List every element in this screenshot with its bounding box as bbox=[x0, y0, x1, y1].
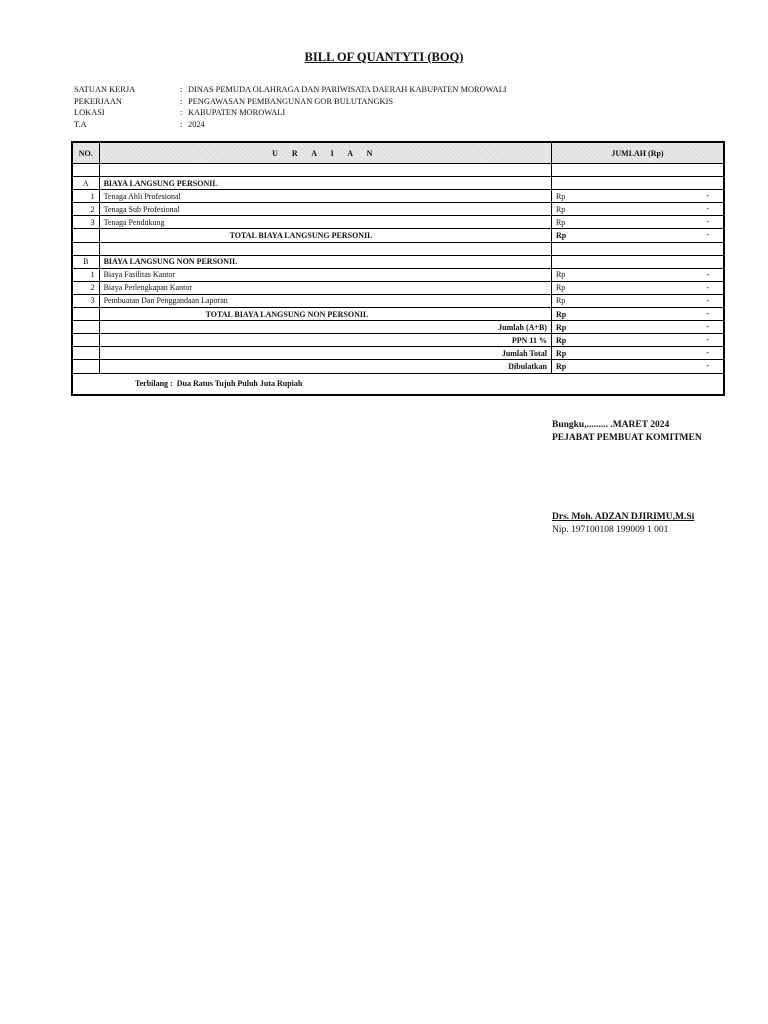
terbilang-row bbox=[72, 373, 724, 395]
document-title: BILL OF QUANTYTI (BOQ) bbox=[304, 50, 464, 64]
amount-cell bbox=[551, 360, 724, 373]
table-row bbox=[72, 216, 724, 229]
row-description: Biaya Perlengkapan Kantor bbox=[99, 281, 551, 294]
header-no: NO. bbox=[72, 142, 99, 164]
amount-cell bbox=[551, 268, 724, 281]
amount-value: - bbox=[706, 230, 709, 240]
amount-cell bbox=[551, 294, 724, 307]
amount-value: - bbox=[706, 269, 709, 279]
info-value: PENGAWASAN PEMBANGUNAN GOR BULUTANGKIS bbox=[188, 96, 394, 106]
info-row-pekerjaan bbox=[74, 96, 507, 108]
signature-name: Drs. Moh. ADZAN DJIRIMU,M.Si bbox=[552, 512, 695, 522]
info-row-ta bbox=[74, 119, 507, 131]
row-number: 3 bbox=[72, 216, 99, 229]
amount-cell bbox=[551, 308, 724, 321]
amount-cell bbox=[551, 281, 724, 294]
header-uraian: U R A I A N bbox=[99, 142, 551, 164]
total-label-cell bbox=[99, 308, 551, 321]
summary-row bbox=[72, 360, 724, 373]
currency: Rp bbox=[555, 270, 566, 280]
currency: Rp bbox=[555, 322, 567, 332]
section-code: A bbox=[72, 177, 99, 190]
amount-cell bbox=[551, 334, 724, 347]
currency: Rp bbox=[555, 191, 566, 201]
amount-value: - bbox=[706, 322, 709, 332]
total-label: TOTAL BIAYA LANGSUNG NON PERSONIL bbox=[205, 309, 369, 319]
amount-value: - bbox=[706, 217, 709, 227]
section-title: BIAYA LANGSUNG PERSONIL bbox=[99, 177, 551, 190]
info-row-satuan-kerja bbox=[74, 84, 507, 96]
terbilang-cell bbox=[72, 373, 724, 395]
section-code: B bbox=[72, 255, 99, 268]
table-row bbox=[72, 281, 724, 294]
amount-value: - bbox=[706, 348, 709, 358]
summary-label: Jumlah Total bbox=[99, 347, 551, 360]
terbilang-label: Terbilang : bbox=[135, 379, 173, 388]
table-header-row bbox=[72, 142, 724, 164]
amount-cell bbox=[551, 216, 724, 229]
currency: Rp bbox=[555, 335, 567, 345]
table-row bbox=[72, 190, 724, 203]
currency: Rp bbox=[555, 309, 567, 319]
boq-table bbox=[71, 141, 725, 396]
summary-label: Dibulatkan bbox=[99, 360, 551, 373]
row-description: Biaya Fasilitas Kantor bbox=[99, 268, 551, 281]
spacer-row bbox=[72, 164, 724, 177]
amount-value: - bbox=[706, 361, 709, 371]
info-value: KABUPATEN MOROWALI bbox=[188, 108, 286, 117]
summary-row bbox=[72, 347, 724, 360]
info-value: DINAS PEMUDA OLAHRAGA DAN PARIWISATA DAERAH KABUPATEN MOROWALI bbox=[188, 85, 507, 94]
total-label: TOTAL BIAYA LANGSUNG PERSONIL bbox=[229, 231, 373, 241]
amount-cell bbox=[551, 203, 724, 216]
info-value: 2024 bbox=[188, 119, 205, 129]
total-label-cell bbox=[99, 229, 551, 242]
table-row bbox=[72, 294, 724, 307]
info-separator: : bbox=[180, 85, 183, 94]
row-number: 2 bbox=[72, 281, 99, 294]
table-row bbox=[72, 268, 724, 281]
info-label: T.A bbox=[74, 119, 87, 129]
amount-value: - bbox=[706, 204, 709, 214]
amount-cell bbox=[551, 347, 724, 360]
amount-cell bbox=[551, 190, 724, 203]
signature-nip: Nip. 197100108 199009 1 001 bbox=[552, 525, 669, 535]
table-row bbox=[72, 203, 724, 216]
section-a-row bbox=[72, 177, 724, 190]
info-label: PEKERJAAN bbox=[74, 96, 122, 106]
row-description: Tenaga Sub Profesional bbox=[99, 203, 551, 216]
spacer-row bbox=[72, 242, 724, 255]
project-info bbox=[74, 84, 507, 130]
info-separator: : bbox=[180, 96, 183, 106]
row-number: 3 bbox=[72, 294, 99, 307]
currency: Rp bbox=[555, 204, 566, 214]
signature-place-date: Bungku,......... .MARET 2024 bbox=[552, 420, 670, 430]
currency: Rp bbox=[555, 231, 567, 241]
summary-label: PPN 11 % bbox=[99, 334, 551, 347]
amount-cell bbox=[551, 321, 724, 334]
section-a-total-row bbox=[72, 229, 724, 242]
amount-value: - bbox=[706, 282, 709, 292]
info-row-lokasi bbox=[74, 107, 507, 119]
section-title: BIAYA LANGSUNG NON PERSONIL bbox=[99, 255, 551, 268]
summary-row bbox=[72, 321, 724, 334]
row-number: 1 bbox=[72, 268, 99, 281]
section-b-total-row bbox=[72, 308, 724, 321]
currency: Rp bbox=[555, 296, 566, 306]
row-number: 1 bbox=[72, 190, 99, 203]
amount-value: - bbox=[706, 335, 709, 345]
currency: Rp bbox=[555, 217, 566, 227]
info-label: SATUAN KERJA bbox=[74, 85, 136, 94]
info-separator: : bbox=[180, 108, 183, 117]
info-separator: : bbox=[180, 119, 183, 129]
amount-value: - bbox=[706, 309, 709, 319]
row-description: Tenaga Pendukung bbox=[99, 216, 551, 229]
amount-cell bbox=[551, 229, 724, 242]
summary-row bbox=[72, 334, 724, 347]
header-jumlah: JUMLAH (Rp) bbox=[551, 142, 724, 164]
section-b-row bbox=[72, 255, 724, 268]
summary-label: Jumlah (A+B) bbox=[99, 321, 551, 334]
row-number: 2 bbox=[72, 203, 99, 216]
currency: Rp bbox=[555, 283, 566, 293]
info-label: LOKASI bbox=[74, 108, 105, 117]
row-description: Tenaga Ahli Profesional bbox=[99, 190, 551, 203]
currency: Rp bbox=[555, 361, 567, 371]
amount-value: - bbox=[706, 191, 709, 201]
signature-position: PEJABAT PEMBUAT KOMITMEN bbox=[552, 433, 702, 443]
amount-value: - bbox=[706, 295, 709, 305]
currency: Rp bbox=[555, 348, 567, 358]
terbilang-value: Dua Ratus Tujuh Puluh Juta Rupiah bbox=[176, 379, 303, 388]
row-description: Pembuatan Dan Penggandaan Laporan bbox=[99, 294, 551, 307]
